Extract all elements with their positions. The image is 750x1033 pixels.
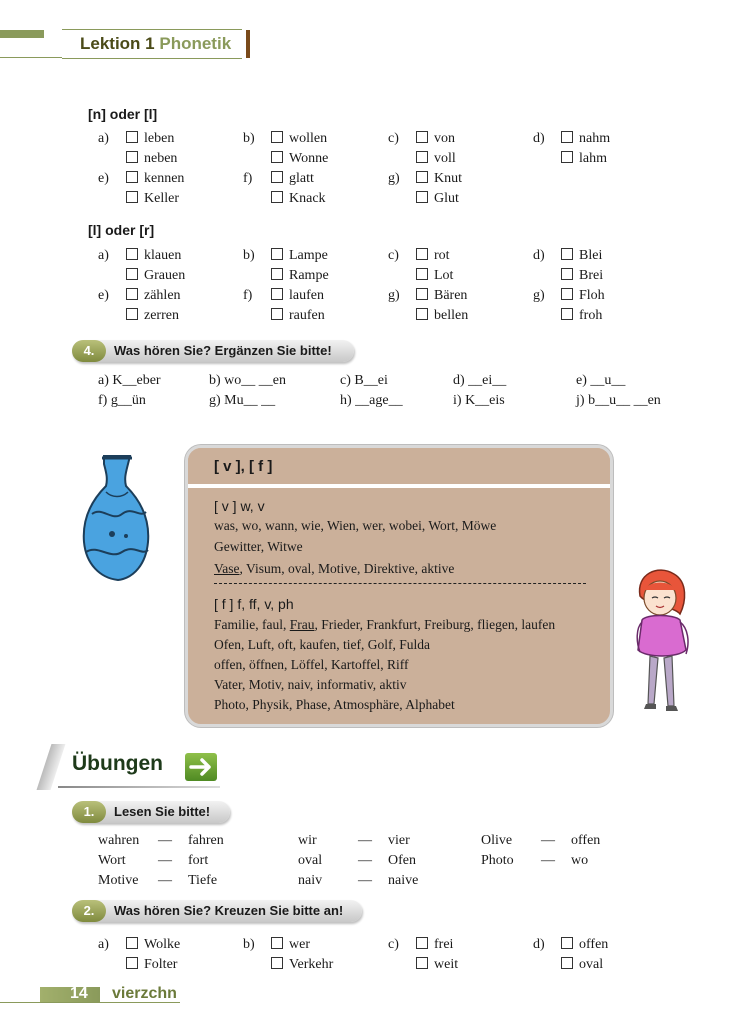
option-group: [533, 131, 610, 147]
option-group: [388, 937, 453, 953]
option-group: [243, 937, 310, 953]
exercise-2-number: 2.: [72, 900, 106, 922]
page-number-word: vierzchn: [112, 985, 177, 1002]
option-word: Lampe: [289, 248, 328, 263]
f-word-frau: Frau: [289, 617, 315, 632]
pair-dash: —: [541, 853, 555, 868]
checkbox[interactable]: [416, 937, 428, 949]
option-word: klauen: [144, 248, 182, 263]
option-letter: b): [243, 937, 255, 952]
checkbox[interactable]: [126, 288, 138, 300]
checkbox[interactable]: [416, 957, 428, 969]
v-f-box-title: [ v ], [ f ]: [214, 458, 273, 475]
gap-letter: d): [453, 373, 465, 388]
option-word: rot: [434, 248, 450, 263]
gap-letter: a): [98, 373, 109, 388]
uebungen-underline: [58, 786, 220, 788]
option-group: [561, 151, 607, 167]
option-word: Knut: [434, 171, 462, 186]
option-word: wer: [289, 937, 310, 952]
option-letter: e): [98, 288, 109, 303]
f-line-2: Ofen, Luft, oft, kaufen, tief, Golf, Fulda: [214, 637, 430, 652]
gap-item: [209, 393, 275, 409]
exercise-4-header: [72, 340, 354, 362]
gap-item: [576, 393, 661, 409]
pair-word-b: naive: [388, 873, 419, 888]
option-group: [561, 268, 603, 284]
pair-dash: —: [541, 833, 555, 848]
gap-letter: i): [453, 393, 462, 408]
gap-letter: e): [576, 373, 587, 388]
arrow-right-icon: [185, 753, 217, 781]
option-word: Keller: [144, 191, 179, 206]
checkbox[interactable]: [271, 308, 283, 320]
option-word: laufen: [289, 288, 324, 303]
gap-letter: j): [576, 393, 585, 408]
girl-illustration: [628, 566, 694, 716]
option-group: [98, 937, 180, 953]
option-letter: g): [388, 288, 400, 303]
vase-illustration: [78, 452, 156, 584]
option-word: nahm: [579, 131, 611, 146]
gap-word[interactable]: Mu__ __: [224, 393, 276, 408]
checkbox[interactable]: [126, 308, 138, 320]
checkbox[interactable]: [271, 957, 283, 969]
option-group: [416, 268, 453, 284]
pair-word-a: Photo: [481, 853, 514, 868]
option-group: [126, 151, 177, 167]
option-word: Folter: [144, 957, 178, 972]
option-group: [271, 268, 329, 284]
checkbox[interactable]: [561, 248, 573, 260]
gap-item: [453, 393, 505, 409]
f-line-5: Photo, Physik, Phase, Atmosphäre, Alphabet: [214, 697, 455, 712]
uebungen-slash: [37, 744, 66, 790]
option-word: lahm: [579, 151, 607, 166]
checkbox[interactable]: [416, 131, 428, 143]
pair-word-a: naiv: [298, 873, 323, 888]
option-group: [243, 171, 314, 187]
option-letter: d): [533, 248, 545, 263]
lesson-title: [80, 34, 231, 54]
option-group: [416, 957, 458, 973]
option-word: raufen: [289, 308, 325, 323]
option-letter: f): [243, 171, 253, 186]
checkbox[interactable]: [126, 268, 138, 280]
option-word: Lot: [434, 268, 454, 283]
option-group: [98, 171, 184, 187]
header-rule-left: [0, 57, 62, 58]
option-letter: g): [388, 171, 400, 186]
option-group: [243, 288, 324, 304]
option-group: [271, 957, 333, 973]
option-group: [271, 191, 326, 207]
v-heading: [ v ] w, v: [214, 498, 265, 514]
gap-item: [209, 373, 286, 389]
option-group: [388, 171, 462, 187]
option-group: [561, 957, 603, 973]
gap-word[interactable]: K__eber: [112, 373, 161, 388]
checkbox[interactable]: [271, 191, 283, 203]
checkbox[interactable]: [126, 248, 138, 260]
option-group: [126, 191, 179, 207]
option-word: glatt: [289, 171, 314, 186]
option-letter: c): [388, 248, 399, 263]
pair-word-b: Ofen: [388, 853, 416, 868]
lesson-number: Lektion 1: [80, 34, 155, 53]
exercise-4-title: Was hören Sie? Ergänzen Sie bitte!: [114, 343, 332, 358]
gap-letter: f): [98, 393, 108, 408]
section-l-r-title: [l] oder [r]: [88, 222, 155, 238]
option-group: [126, 957, 177, 973]
option-word: Wolke: [144, 937, 181, 952]
option-word: froh: [579, 308, 603, 323]
v-line-2: Gewitter, Witwe: [214, 539, 303, 554]
option-letter: b): [243, 131, 255, 146]
option-word: kennen: [144, 171, 185, 186]
checkbox[interactable]: [271, 151, 283, 163]
option-group: [533, 937, 608, 953]
dashed-divider: [214, 583, 586, 584]
option-letter: d): [533, 131, 545, 146]
pair-dash: —: [158, 853, 172, 868]
f-line-1-a: Familie, faul,: [214, 617, 290, 632]
v-f-box-header: [188, 448, 610, 488]
option-word: Rampe: [289, 268, 329, 283]
v-line-3: [214, 561, 454, 577]
option-word: neben: [144, 151, 178, 166]
exercise-2-header: [72, 900, 362, 922]
option-group: [416, 151, 456, 167]
option-group: [388, 131, 455, 147]
pair-word-b: offen: [571, 833, 601, 848]
option-word: Brei: [579, 268, 604, 283]
pair-word-b: fahren: [188, 833, 224, 848]
checkbox[interactable]: [416, 288, 428, 300]
option-word: Glut: [434, 191, 459, 206]
gap-item: [98, 373, 161, 389]
option-group: [388, 288, 467, 304]
option-word: bellen: [434, 308, 469, 323]
checkbox[interactable]: [271, 268, 283, 280]
gap-word[interactable]: g__ün: [110, 393, 146, 408]
option-group: [533, 248, 602, 264]
option-word: voll: [434, 151, 456, 166]
gap-letter: g): [209, 393, 221, 408]
option-letter: g): [533, 288, 545, 303]
f-line-3: offen, öffnen, Löffel, Kartoffel, Riff: [214, 657, 409, 672]
header-end-bar: [246, 30, 250, 58]
checkbox[interactable]: [561, 308, 573, 320]
option-word: oval: [579, 957, 604, 972]
gap-word[interactable]: wo__ __en: [224, 373, 286, 388]
option-word: zählen: [144, 288, 181, 303]
checkbox[interactable]: [271, 288, 283, 300]
section-n-l-title: [n] oder [l]: [88, 106, 158, 122]
exercise-1-header: [72, 801, 230, 823]
option-letter: a): [98, 937, 109, 952]
pair-word-b: vier: [388, 833, 410, 848]
checkbox[interactable]: [416, 248, 428, 260]
checkbox[interactable]: [271, 131, 283, 143]
pair-dash: —: [358, 833, 372, 848]
option-letter: f): [243, 288, 253, 303]
option-group: [243, 131, 327, 147]
f-line-4: Vater, Motiv, naiv, informativ, aktiv: [214, 677, 407, 692]
option-word: weit: [434, 957, 459, 972]
pair-word-a: Motive: [98, 873, 139, 888]
f-heading: [ f ] f, ff, v, ph: [214, 596, 294, 612]
option-group: [98, 248, 181, 264]
checkbox[interactable]: [126, 151, 138, 163]
gap-item: [98, 393, 146, 409]
option-word: zerren: [144, 308, 179, 323]
option-letter: a): [98, 131, 109, 146]
option-word: Bären: [434, 288, 468, 303]
option-word: frei: [434, 937, 454, 952]
page-number: 14: [70, 985, 88, 1002]
header-rule-bottom: [62, 58, 242, 59]
exercise-4-number: 4.: [72, 340, 106, 362]
exercise-2-title: Was hören Sie? Kreuzen Sie bitte an!: [114, 903, 344, 918]
pair-dash: —: [358, 853, 372, 868]
pair-dash: —: [358, 873, 372, 888]
checkbox[interactable]: [416, 191, 428, 203]
v-line-3-rest: , Visum, oval, Motive, Direktive, aktive: [239, 561, 455, 576]
checkbox[interactable]: [561, 288, 573, 300]
checkbox[interactable]: [126, 191, 138, 203]
checkbox[interactable]: [416, 308, 428, 320]
header-rule-top: [62, 29, 242, 30]
option-word: Grauen: [144, 268, 186, 283]
checkbox[interactable]: [561, 957, 573, 969]
gap-letter: h): [340, 393, 352, 408]
checkbox[interactable]: [416, 268, 428, 280]
gap-item: [340, 393, 403, 409]
checkbox[interactable]: [561, 131, 573, 143]
option-group: [416, 191, 459, 207]
gap-word[interactable]: b__u__ __en: [588, 393, 661, 408]
exercise-1-number: 1.: [72, 801, 106, 823]
option-letter: b): [243, 248, 255, 263]
option-word: Blei: [579, 248, 603, 263]
exercise-1-title: Lesen Sie bitte!: [114, 804, 211, 819]
option-group: [561, 308, 602, 324]
checkbox[interactable]: [561, 151, 573, 163]
checkbox[interactable]: [561, 937, 573, 949]
checkbox[interactable]: [416, 171, 428, 183]
option-group: [98, 288, 181, 304]
pair-dash: —: [158, 873, 172, 888]
checkbox[interactable]: [126, 131, 138, 143]
v-word-vase: Vase: [214, 561, 240, 576]
option-group: [533, 288, 605, 304]
header-accent-bar: [0, 30, 44, 38]
option-group: [243, 248, 328, 264]
option-word: von: [434, 131, 455, 146]
v-line-1: was, wo, wann, wie, Wien, wer, wobei, Wort, Möwe: [214, 518, 497, 533]
checkbox[interactable]: [561, 268, 573, 280]
option-word: offen: [579, 937, 609, 952]
checkbox[interactable]: [126, 957, 138, 969]
option-letter: e): [98, 171, 109, 186]
option-word: leben: [144, 131, 175, 146]
pair-word-b: Tiefe: [188, 873, 218, 888]
uebungen-title: Übungen: [72, 752, 163, 775]
checkbox[interactable]: [271, 248, 283, 260]
gap-item: [576, 373, 625, 389]
gap-word[interactable]: __ei__: [468, 373, 507, 388]
pair-word-a: oval: [298, 853, 323, 868]
gap-letter: b): [209, 373, 221, 388]
pair-dash: —: [158, 833, 172, 848]
checkbox[interactable]: [416, 151, 428, 163]
option-letter: a): [98, 248, 109, 263]
gap-item: [340, 373, 388, 389]
option-group: [416, 308, 468, 324]
option-group: [271, 151, 328, 167]
gap-word[interactable]: __age__: [355, 393, 403, 408]
gap-item: [453, 373, 506, 389]
option-letter: c): [388, 937, 399, 952]
pair-word-a: wir: [298, 833, 317, 848]
pair-word-a: Olive: [481, 833, 513, 848]
v-f-info-box: [185, 445, 613, 727]
option-letter: c): [388, 131, 399, 146]
f-line-1-b: , Frieder, Frankfurt, Freiburg, fliegen, laufen: [314, 617, 556, 632]
pair-word-b: wo: [571, 853, 589, 868]
f-line-1: [214, 617, 555, 633]
lesson-topic: Phonetik: [159, 34, 232, 53]
option-word: Verkehr: [289, 957, 334, 972]
gap-word[interactable]: B__ei: [354, 373, 388, 388]
pair-word-a: wahren: [98, 833, 140, 848]
pair-word-a: Wort: [98, 853, 126, 868]
checkbox[interactable]: [126, 937, 138, 949]
checkbox[interactable]: [271, 937, 283, 949]
checkbox[interactable]: [271, 171, 283, 183]
gap-word[interactable]: __u__: [590, 373, 626, 388]
checkbox[interactable]: [126, 171, 138, 183]
option-group: [126, 308, 179, 324]
gap-word[interactable]: K__eis: [465, 393, 505, 408]
pair-word-b: fort: [188, 853, 209, 868]
gap-letter: c): [340, 373, 351, 388]
option-word: Wonne: [289, 151, 329, 166]
option-word: wollen: [289, 131, 328, 146]
option-group: [388, 248, 450, 264]
option-letter: d): [533, 937, 545, 952]
option-group: [98, 131, 174, 147]
option-group: [126, 268, 185, 284]
option-word: Floh: [579, 288, 605, 303]
option-group: [271, 308, 325, 324]
option-word: Knack: [289, 191, 326, 206]
